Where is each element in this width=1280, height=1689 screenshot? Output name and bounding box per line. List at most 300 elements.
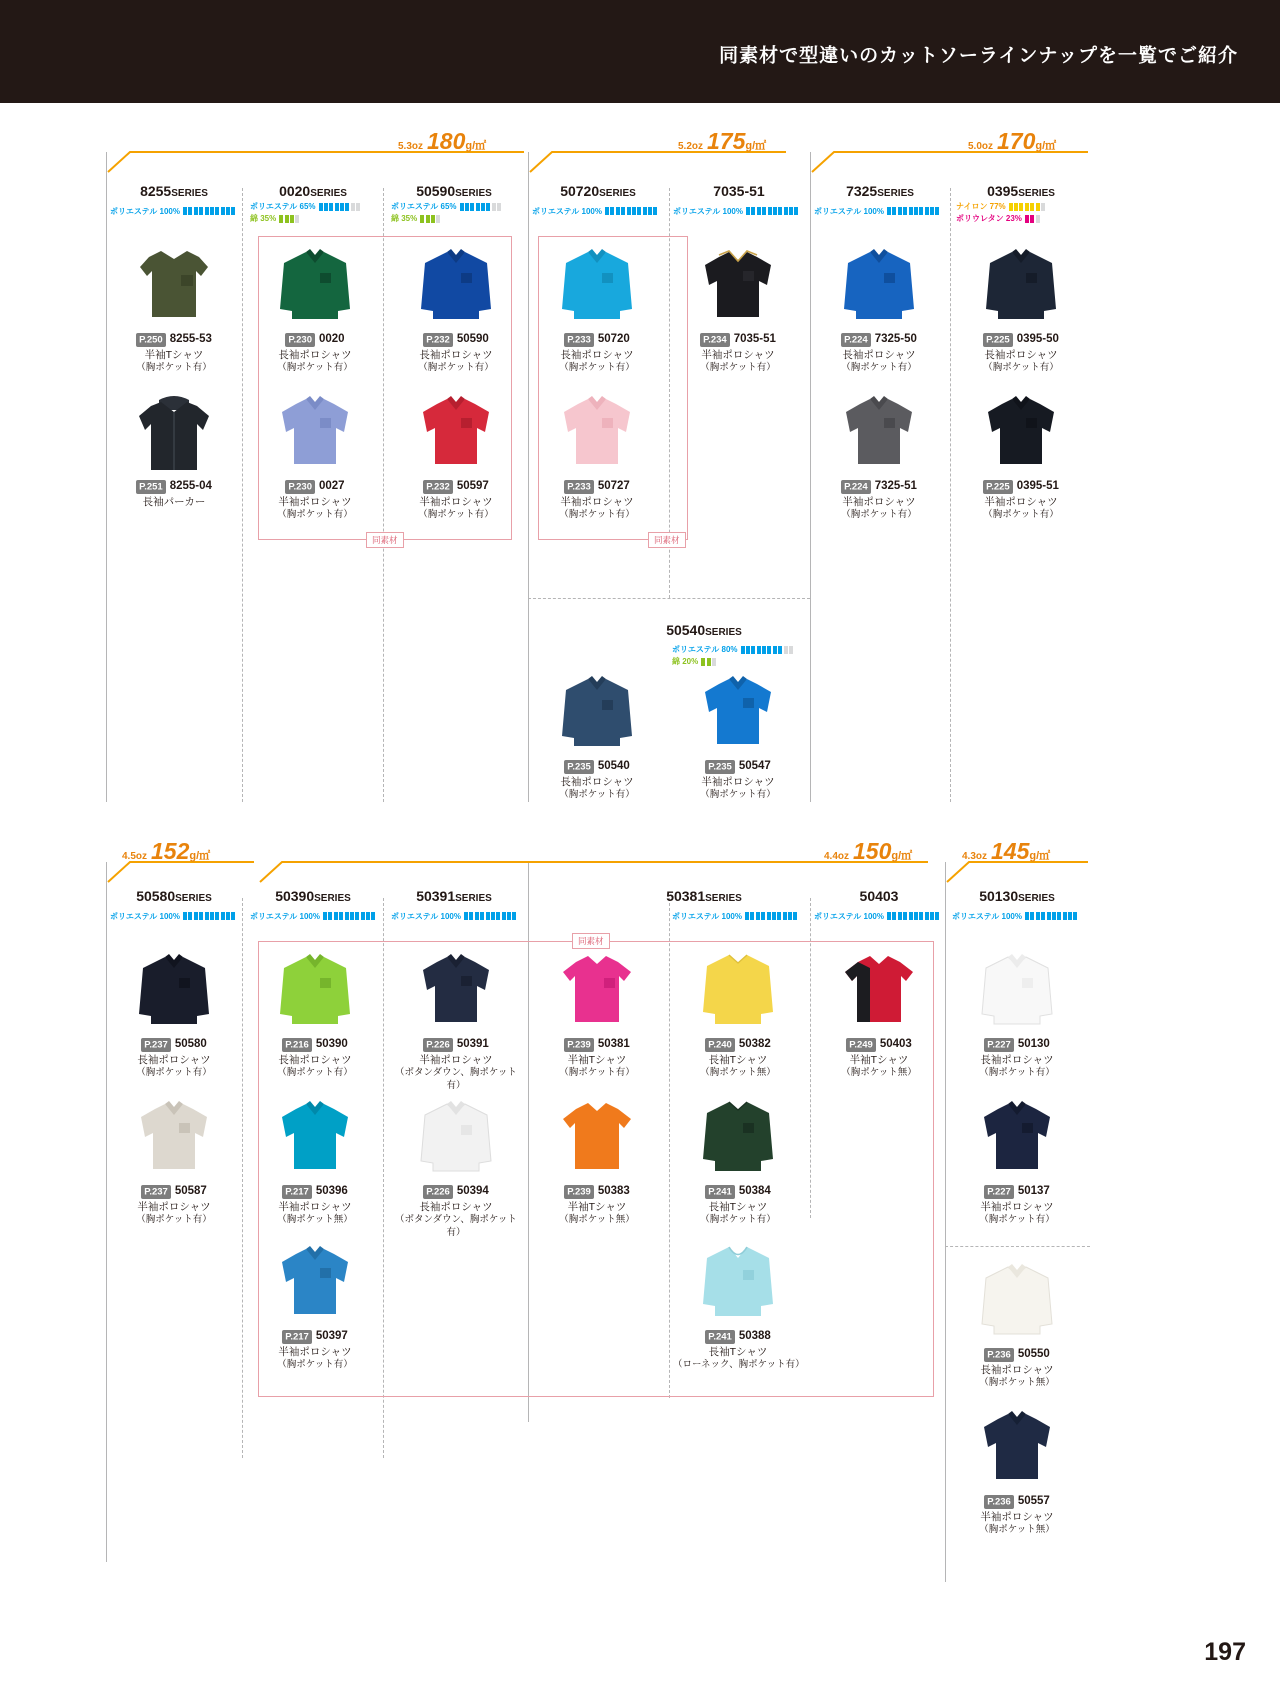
material-blocks	[1025, 215, 1041, 223]
code-value: 50727	[597, 480, 630, 492]
product-name: 半袖ポロシャツ （胸ポケット有）	[700, 349, 776, 374]
series-suffix: SERIES	[705, 627, 742, 638]
product-50580[interactable]	[109, 948, 239, 1080]
product-name: 半袖ポロシャツ （胸ポケット無）	[277, 1201, 353, 1226]
product-code	[391, 1038, 521, 1050]
page-ref: P.233	[564, 333, 594, 347]
product-image	[952, 1405, 1082, 1491]
product-50587[interactable]	[109, 1095, 239, 1227]
material-blocks	[183, 207, 237, 215]
series-name: 50580	[136, 888, 176, 904]
product-50557[interactable]	[952, 1405, 1082, 1537]
series-name: 50390	[275, 888, 315, 904]
product-7325-50[interactable]	[814, 243, 944, 375]
code-value: 0395-50	[1016, 333, 1059, 345]
weight-value: 150	[853, 838, 892, 864]
product-name: 半袖ポロシャツ （胸ポケット有）	[700, 776, 776, 801]
page-ref: P.239	[564, 1038, 594, 1052]
page-ref: P.235	[705, 760, 735, 774]
material-bar-50390	[250, 911, 378, 921]
product-code	[391, 1185, 521, 1197]
product-code	[109, 480, 239, 492]
page-ref: P.251	[136, 480, 166, 494]
series-suffix: SERIES	[1018, 893, 1055, 904]
code-value: 50720	[597, 333, 630, 345]
product-name: 半袖Tシャツ （胸ポケット有）	[559, 1054, 635, 1079]
material-blocks	[745, 912, 799, 920]
code-value: 50382	[738, 1038, 771, 1050]
code-value: 50590	[456, 333, 489, 345]
product-image	[250, 1240, 380, 1326]
series-name: 50590	[416, 183, 456, 199]
code-value: 50397	[315, 1330, 348, 1342]
product-50383[interactable]	[532, 1095, 662, 1227]
page-ref: P.230	[285, 333, 315, 347]
product-image	[391, 948, 521, 1034]
product-name: 半袖ポロシャツ （胸ポケット有）	[277, 1346, 353, 1371]
code-value: 50383	[597, 1185, 630, 1197]
page-ref: P.250	[136, 333, 166, 347]
weight-180	[398, 128, 486, 155]
code-value: 50130	[1017, 1038, 1050, 1050]
material-label: ポリエステル 65%	[250, 202, 316, 211]
weight-oz: 4.5oz	[122, 851, 148, 862]
product-name: 長袖ポロシャツ （胸ポケット有）	[277, 349, 353, 374]
material-bar-50130	[952, 911, 1080, 921]
series-50390	[248, 888, 378, 904]
product-50382[interactable]	[673, 948, 803, 1080]
product-image	[952, 1258, 1082, 1344]
code-value: 8255-04	[169, 480, 212, 492]
product-name: 長袖パーカー	[142, 496, 206, 508]
material-label: ポリウレタン 23%	[956, 214, 1022, 223]
code-value: 50394	[456, 1185, 489, 1197]
product-name: 長袖ポロシャツ （胸ポケット有）	[559, 776, 635, 801]
product-code	[952, 1348, 1082, 1360]
weight-175	[678, 128, 766, 155]
product-code	[956, 333, 1086, 345]
product-name: 長袖ポロシャツ （胸ポケット有）	[841, 349, 917, 374]
page-ref: P.226	[423, 1185, 453, 1199]
product-image	[673, 670, 803, 756]
material-label: ポリエステル 100%	[672, 911, 742, 921]
series-name: 50381	[666, 888, 706, 904]
product-50137[interactable]	[952, 1095, 1082, 1227]
series-50403	[814, 888, 944, 904]
series-suffix: SERIES	[175, 893, 212, 904]
weight-value: 145	[991, 838, 1030, 864]
material-label: ポリエステル 100%	[532, 206, 602, 216]
product-code	[952, 1038, 1082, 1050]
material-bar-50580	[110, 911, 238, 921]
page-ref: P.241	[705, 1330, 735, 1344]
series-0020	[248, 183, 378, 199]
material-blocks	[701, 658, 717, 666]
page-ref: P.230	[285, 480, 315, 494]
series-7325	[815, 183, 945, 199]
product-50130[interactable]	[952, 948, 1082, 1080]
series-name: 7325	[846, 183, 878, 199]
series-50381	[604, 888, 804, 904]
product-name: 長袖ポロシャツ （胸ポケット有）	[983, 349, 1059, 374]
product-50590[interactable]	[391, 243, 521, 375]
series-suffix: SERIES	[1018, 188, 1055, 199]
series-50590	[389, 183, 519, 199]
page-number: 197	[1204, 1638, 1246, 1666]
series-name: 7035-51	[713, 183, 765, 199]
material-blocks	[323, 912, 377, 920]
product-8255-04[interactable]	[109, 390, 239, 509]
weight-unit: g/㎡	[891, 850, 913, 862]
product-code	[532, 1185, 662, 1197]
weight-unit: g/㎡	[465, 140, 487, 152]
product-name: 長袖ポロシャツ （胸ポケット有）	[559, 349, 635, 374]
material-bar-7325	[814, 206, 942, 216]
code-value: 7325-51	[874, 480, 917, 492]
product-code	[956, 480, 1086, 492]
product-code	[952, 1495, 1082, 1507]
material-bar-50391	[391, 911, 519, 921]
product-name: 半袖ポロシャツ （胸ポケット無）	[979, 1511, 1055, 1536]
series-suffix: SERIES	[310, 188, 347, 199]
product-name: 半袖Tシャツ （胸ポケット無）	[559, 1201, 635, 1226]
weight-unit: g/㎡	[1029, 850, 1051, 862]
page-ref: P.235	[564, 760, 594, 774]
page-ref: P.234	[700, 333, 730, 347]
weight-value: 152	[151, 838, 190, 864]
product-image	[814, 243, 944, 329]
material-label: ポリエステル 100%	[814, 206, 884, 216]
material-blocks	[887, 912, 941, 920]
product-code	[673, 333, 803, 345]
product-0027[interactable]	[250, 390, 380, 522]
material-label: ポリエステル 100%	[814, 911, 884, 921]
product-7035-51[interactable]	[673, 243, 803, 375]
product-image	[250, 1095, 380, 1181]
weight-value: 175	[707, 128, 746, 154]
material-bar-0395	[956, 201, 1084, 223]
series-name: 0395	[987, 183, 1019, 199]
material-label: 綿 35%	[250, 214, 277, 223]
series-suffix: SERIES	[314, 893, 351, 904]
weight-oz: 4.4oz	[824, 851, 850, 862]
series-name: 50130	[979, 888, 1019, 904]
series-name: 50403	[859, 888, 899, 904]
product-image	[532, 390, 662, 476]
same-material-tag-2: 同素材	[648, 532, 686, 548]
product-name: 長袖Tシャツ （胸ポケット有）	[700, 1201, 776, 1226]
page-ref: P.240	[705, 1038, 735, 1052]
material-blocks	[420, 215, 442, 223]
divider-left-1	[106, 152, 107, 802]
material-bar-50720	[532, 206, 660, 216]
page-ref: P.217	[282, 1330, 312, 1344]
code-value: 50137	[1017, 1185, 1050, 1197]
product-image	[673, 1240, 803, 1326]
code-value: 8255-53	[169, 333, 212, 345]
product-image	[250, 390, 380, 476]
product-image	[956, 390, 1086, 476]
code-value: 50388	[738, 1330, 771, 1342]
material-label: 綿 35%	[391, 214, 418, 223]
divider-1e	[810, 152, 811, 802]
product-50720[interactable]	[532, 243, 662, 375]
product-8255-53[interactable]	[109, 243, 239, 375]
series-50540	[604, 622, 804, 638]
series-0395	[956, 183, 1086, 199]
product-image	[109, 243, 239, 329]
product-image	[391, 1095, 521, 1181]
product-50381[interactable]	[532, 948, 662, 1080]
product-image	[532, 670, 662, 756]
divider-2a	[242, 898, 243, 1458]
material-label: ナイロン 77%	[956, 202, 1006, 211]
page-ref: P.237	[141, 1038, 171, 1052]
series-50130	[952, 888, 1082, 904]
product-image	[109, 948, 239, 1034]
product-code	[814, 333, 944, 345]
page-ref: P.241	[705, 1185, 735, 1199]
product-50540[interactable]	[532, 670, 662, 802]
weight-oz: 4.3oz	[962, 851, 988, 862]
series-suffix: SERIES	[877, 188, 914, 199]
page-ref: P.217	[282, 1185, 312, 1199]
weight-unit: g/㎡	[189, 850, 211, 862]
page-ref: P.232	[423, 333, 453, 347]
weight-unit: g/㎡	[745, 140, 767, 152]
product-image	[532, 948, 662, 1034]
product-50394[interactable]	[391, 1095, 521, 1240]
product-image	[673, 243, 803, 329]
series-name: 50540	[666, 622, 706, 638]
code-value: 7325-50	[874, 333, 917, 345]
product-name: 半袖ポロシャツ （ボタンダウン、胸ポケット有）	[395, 1054, 517, 1091]
weight-oz: 5.2oz	[678, 141, 704, 152]
product-50396[interactable]	[250, 1095, 380, 1227]
product-name: 長袖ポロシャツ （胸ポケット無）	[979, 1364, 1055, 1389]
material-blocks	[1009, 203, 1047, 211]
page-ref: P.227	[984, 1185, 1014, 1199]
material-bar-7035	[673, 206, 801, 216]
divider-1a	[242, 188, 243, 802]
product-image	[956, 243, 1086, 329]
series-50391	[389, 888, 519, 904]
series-name: 0020	[279, 183, 311, 199]
series-suffix: SERIES	[599, 188, 636, 199]
weight-145	[962, 838, 1050, 865]
product-name: 長袖ポロシャツ （胸ポケット有）	[277, 1054, 353, 1079]
material-blocks	[605, 207, 659, 215]
material-blocks	[183, 912, 237, 920]
code-value: 0020	[319, 333, 345, 345]
code-value: 50403	[879, 1038, 912, 1050]
material-blocks	[887, 207, 941, 215]
product-name: 半袖ポロシャツ （胸ポケット有）	[136, 1201, 212, 1226]
series-name: 50720	[560, 183, 600, 199]
material-label: ポリエステル 100%	[110, 206, 180, 216]
product-50390[interactable]	[250, 948, 380, 1080]
divider-1c	[528, 152, 529, 802]
code-value: 50540	[597, 760, 630, 772]
header-title: 同素材で型違いのカットソーラインナップを一覧でご紹介	[719, 45, 1238, 67]
page-ref: P.233	[564, 480, 594, 494]
material-label: ポリエステル 100%	[673, 206, 743, 216]
series-name: 50391	[416, 888, 456, 904]
same-material-tag-3: 同素材	[572, 933, 610, 949]
product-0395-50[interactable]	[956, 243, 1086, 375]
material-blocks	[460, 203, 503, 211]
series-50720	[533, 183, 663, 199]
divider-2f	[945, 862, 946, 1582]
code-value: 50557	[1017, 1495, 1050, 1507]
product-name: 半袖ポロシャツ （胸ポケット有）	[277, 496, 353, 521]
material-blocks	[279, 215, 301, 223]
series-7035	[674, 183, 804, 199]
product-name: 長袖Tシャツ （胸ポケット無）	[700, 1054, 776, 1079]
material-blocks	[319, 203, 362, 211]
product-image	[532, 243, 662, 329]
product-image	[952, 1095, 1082, 1181]
product-name: 半袖ポロシャツ （胸ポケット有）	[979, 1201, 1055, 1226]
product-image	[673, 1095, 803, 1181]
product-code	[673, 760, 803, 772]
code-value: 50587	[174, 1185, 207, 1197]
product-code	[250, 1185, 380, 1197]
product-code	[109, 1185, 239, 1197]
divider-1-h	[528, 598, 810, 599]
product-50547[interactable]	[673, 670, 803, 802]
product-0395-51[interactable]	[956, 390, 1086, 522]
product-name: 半袖ポロシャツ （胸ポケット有）	[983, 496, 1059, 521]
material-bar-0020	[250, 201, 378, 223]
product-name: 半袖ポロシャツ （胸ポケット有）	[559, 496, 635, 521]
product-code	[391, 480, 521, 492]
product-code	[952, 1185, 1082, 1197]
product-50597[interactable]	[391, 390, 521, 522]
page-ref: P.225	[983, 480, 1013, 494]
page-ref: P.216	[282, 1038, 312, 1052]
product-code	[109, 333, 239, 345]
product-name: 半袖Tシャツ （胸ポケット有）	[136, 349, 212, 374]
code-value: 0395-51	[1016, 480, 1059, 492]
product-image	[109, 390, 239, 476]
product-name: 半袖ポロシャツ （胸ポケット有）	[841, 496, 917, 521]
product-code	[250, 333, 380, 345]
page-ref: P.237	[141, 1185, 171, 1199]
product-code	[250, 480, 380, 492]
material-bar-50590	[391, 201, 519, 223]
code-value: 0027	[319, 480, 345, 492]
product-code	[673, 1038, 803, 1050]
page-ref: P.226	[423, 1038, 453, 1052]
series-suffix: SERIES	[455, 893, 492, 904]
weight-152	[122, 838, 210, 865]
weight-oz: 5.0oz	[968, 141, 994, 152]
product-code	[532, 760, 662, 772]
page-ref: P.236	[984, 1495, 1014, 1509]
material-label: ポリエステル 100%	[110, 911, 180, 921]
material-bar-50540	[672, 644, 800, 666]
material-label: ポリエステル 100%	[250, 911, 320, 921]
product-50397[interactable]	[250, 1240, 380, 1372]
weight-value: 170	[997, 128, 1036, 154]
product-code	[109, 1038, 239, 1050]
product-name: 長袖ポロシャツ （胸ポケット有）	[136, 1054, 212, 1079]
product-name: 半袖ポロシャツ （胸ポケット有）	[418, 496, 494, 521]
product-code	[250, 1038, 380, 1050]
page-ref: P.224	[841, 333, 871, 347]
divider-2-h	[945, 1246, 1090, 1247]
product-name: 半袖Tシャツ （胸ポケット無）	[841, 1054, 917, 1079]
series-50580	[109, 888, 239, 904]
material-blocks	[1025, 912, 1079, 920]
material-label: ポリエステル 100%	[391, 911, 461, 921]
product-image	[250, 948, 380, 1034]
page-ref: P.239	[564, 1185, 594, 1199]
material-label: 綿 20%	[672, 657, 699, 666]
series-suffix: SERIES	[705, 893, 742, 904]
product-50727[interactable]	[532, 390, 662, 522]
product-code	[673, 1330, 803, 1342]
material-bar-50381	[672, 911, 800, 921]
product-50550[interactable]	[952, 1258, 1082, 1390]
product-50384[interactable]	[673, 1095, 803, 1227]
product-50388[interactable]	[673, 1240, 803, 1372]
series-suffix: SERIES	[171, 188, 208, 199]
product-7325-51[interactable]	[814, 390, 944, 522]
page-ref: P.249	[846, 1038, 876, 1052]
product-0020[interactable]	[250, 243, 380, 375]
material-blocks	[464, 912, 518, 920]
product-name: 長袖ポロシャツ （胸ポケット有）	[418, 349, 494, 374]
product-code	[532, 1038, 662, 1050]
code-value: 50580	[174, 1038, 207, 1050]
material-blocks	[746, 207, 800, 215]
product-name: 長袖Tシャツ （ローネック、胸ポケット有）	[673, 1346, 805, 1371]
product-image	[673, 948, 803, 1034]
page-ref: P.227	[984, 1038, 1014, 1052]
product-50391[interactable]	[391, 948, 521, 1093]
product-name: 長袖ポロシャツ （ボタンダウン、胸ポケット有）	[395, 1201, 517, 1238]
same-material-tag-1: 同素材	[366, 532, 404, 548]
divider-left-2	[106, 862, 107, 1562]
series-8255	[109, 183, 239, 199]
page-ref: P.236	[984, 1348, 1014, 1362]
product-code	[532, 480, 662, 492]
page-ref: P.225	[983, 333, 1013, 347]
product-image	[532, 1095, 662, 1181]
weight-150	[824, 838, 912, 865]
product-image	[952, 948, 1082, 1034]
series-suffix: SERIES	[455, 188, 492, 199]
series-name: 8255	[140, 183, 172, 199]
product-50403[interactable]	[814, 948, 944, 1080]
product-image	[814, 948, 944, 1034]
product-image	[391, 390, 521, 476]
code-value: 50391	[456, 1038, 489, 1050]
material-bar-50403	[814, 911, 942, 921]
material-label: ポリエステル 80%	[672, 645, 738, 654]
code-value: 7035-51	[733, 333, 776, 345]
weight-oz: 5.3oz	[398, 141, 424, 152]
product-code	[814, 480, 944, 492]
product-code	[814, 1038, 944, 1050]
code-value: 50384	[738, 1185, 771, 1197]
product-code	[532, 333, 662, 345]
product-code	[391, 333, 521, 345]
product-image	[109, 1095, 239, 1181]
page-ref: P.224	[841, 480, 871, 494]
